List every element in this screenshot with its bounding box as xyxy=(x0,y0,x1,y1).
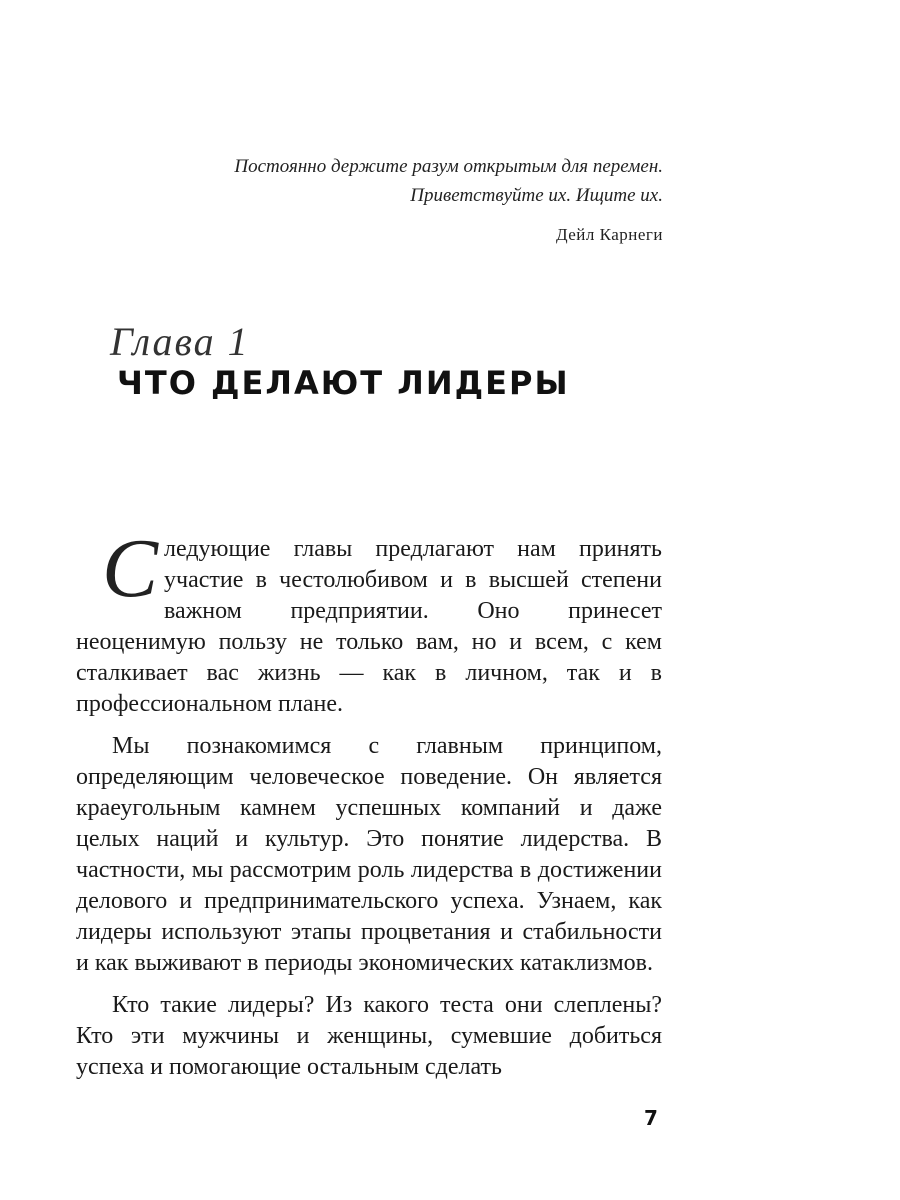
paragraph-3: Кто такие лидеры? Из какого теста они слеплены? Кто эти мужчины и женщины, сумевшие добиться успеха и помогающие остальным сделать xyxy=(76,992,662,1080)
paragraph-1 xyxy=(76,522,662,720)
drop-cap: С xyxy=(102,522,159,615)
epigraph-line-1: Постоянно держите разум открытым для перемен. xyxy=(234,156,663,177)
chapter-title: ЧТО ДЕЛАЮТ ЛИДЕРЫ xyxy=(117,364,570,402)
page-number: 7 xyxy=(644,1106,658,1130)
epigraph-line-2: Приветствуйте их. Ищите их. xyxy=(410,185,663,206)
body-text xyxy=(76,522,662,1094)
epigraph xyxy=(120,152,663,249)
paragraph-1-text: ледующие главы предлагают нам принять участие в честолюбивом и в высшей степени важном предприятии. Оно принесет неоценимую пользу не только вам, но и всем, с кем сталкивает вас жизнь — как в личном, так и в профессиональном плане. xyxy=(76,536,662,717)
chapter-label: Глава 1 xyxy=(110,319,250,364)
paragraph-2: Мы познакомимся с главным принципом, определяющим человеческое поведение. Он является краеугольным камнем успешных компаний и даже целых наций и культур. Это понятие лидерства. В частности, мы рассмотрим роль лидерства в достижении делового и предпринимательского успеха. Узнаем, как лидеры используют этапы процветания и стабильности и как выживают в периоды экономических катаклизмов. xyxy=(76,733,662,976)
epigraph-author: Дейл Карнеги xyxy=(555,225,663,244)
